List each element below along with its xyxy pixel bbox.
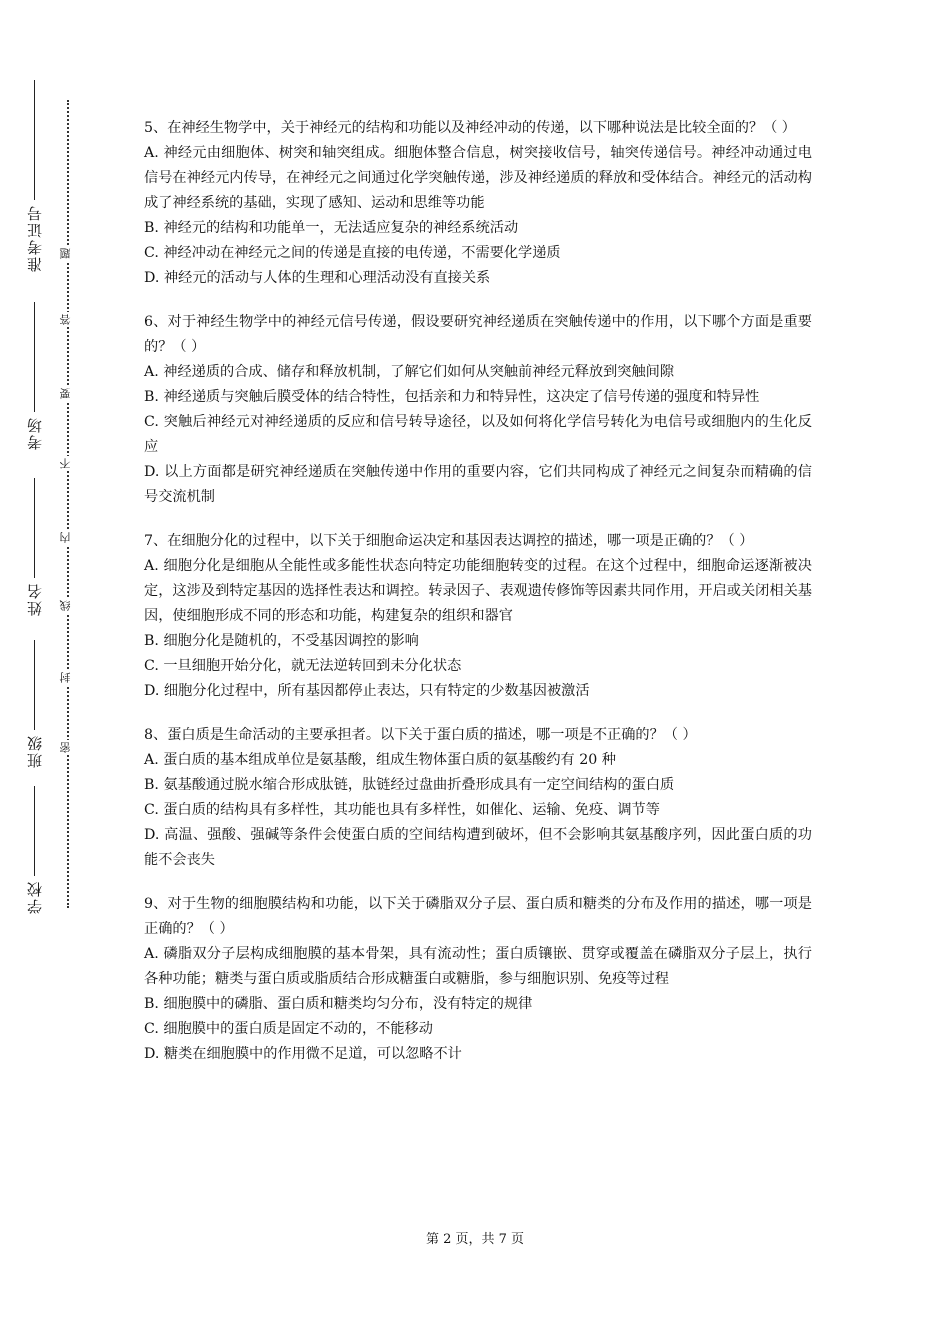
question-9 xyxy=(144,892,812,1067)
seal-char: 内 xyxy=(59,530,77,545)
option-c: C. 蛋白质的结构具有多样性，其功能也具有多样性，如催化、运输、免疫、调节等 xyxy=(144,802,660,818)
student-info-margin xyxy=(14,80,54,920)
exam-number-field xyxy=(14,80,54,276)
label-school: 学校 xyxy=(25,880,44,914)
question-stem: 8、蛋白质是生命活动的主要承担者。以下关于蛋白质的描述，哪一项是不正确的？（ ） xyxy=(144,727,697,743)
school-field xyxy=(14,786,54,918)
underline xyxy=(34,478,35,578)
option-a: A. 细胞分化是细胞从全能性或多能性状态向特定功能细胞转变的过程。在这个过程中，细胞命运逐渐被决定，这涉及到特定基因的选择性表达和调控。转录因子、表观遗传修饰等因素共同作用，开启或关闭相关基因，使细胞形成不同的形态和功能，构建复杂的组织和器官 xyxy=(144,558,812,624)
underline xyxy=(34,302,35,412)
seal-line xyxy=(60,100,76,908)
label-exam-number: 准考证号 xyxy=(25,204,44,272)
option-c: C. 细胞膜中的蛋白质是固定不动的，不能移动 xyxy=(144,1021,433,1037)
option-a: A. 磷脂双分子层构成细胞膜的基本骨架，具有流动性；蛋白质镶嵌、贯穿或覆盖在磷脂双分子层上，执行各种功能；糖类与蛋白质或脂质结合形成糖蛋白或糖脂，参与细胞识别、免疫等过程 xyxy=(144,946,812,987)
option-c: C. 一旦细胞开始分化，就无法逆转回到未分化状态 xyxy=(144,658,462,674)
seal-char: 密 xyxy=(59,740,77,755)
question-8 xyxy=(144,723,812,873)
question-list xyxy=(144,116,812,1086)
seal-char: 答 xyxy=(59,312,77,327)
option-b: B. 神经递质与突触后膜受体的结合特性，包括亲和力和特异性，这决定了信号传递的强度和特异性 xyxy=(144,389,760,405)
seal-char: 封 xyxy=(59,670,77,685)
option-d: D. 高温、强酸、强碱等条件会使蛋白质的空间结构遭到破坏，但不会影响其氨基酸序列，因此蛋白质的功能不会丧失 xyxy=(144,827,812,868)
question-6 xyxy=(144,310,812,510)
underline xyxy=(34,80,35,200)
option-d: D. 糖类在细胞膜中的作用微不足道，可以忽略不计 xyxy=(144,1046,462,1062)
seal-char: 要 xyxy=(59,386,77,401)
label-exam-room: 考场 xyxy=(25,416,44,450)
underline xyxy=(34,786,35,876)
exam-room-field xyxy=(14,302,54,454)
page-footer: 第 2 页，共 7 页 xyxy=(425,1232,525,1247)
question-stem: 5、在神经生物学中，关于神经元的结构和功能以及神经冲动的传递，以下哪种说法是比较全面的？（ ） xyxy=(144,120,796,136)
option-d: D. 以上方面都是研究神经递质在突触传递中作用的重要内容，它们共同构成了神经元之间复杂而精确的信号交流机制 xyxy=(144,464,812,505)
dotted-line xyxy=(67,100,69,908)
seal-char: 不 xyxy=(59,456,77,471)
seal-char: 题 xyxy=(59,246,77,261)
class-field xyxy=(14,640,54,772)
option-d: D. 细胞分化过程中，所有基因都停止表达，只有特定的少数基因被激活 xyxy=(144,683,590,699)
label-class: 班级 xyxy=(25,734,44,768)
option-b: B. 氨基酸通过脱水缩合形成肽链，肽链经过盘曲折叠形成具有一定空间结构的蛋白质 xyxy=(144,777,675,793)
underline xyxy=(34,640,35,730)
option-c: C. 突触后神经元对神经递质的反应和信号转导途径，以及如何将化学信号转化为电信号或细胞内的生化反应 xyxy=(144,414,812,455)
option-a: A. 神经元由细胞体、树突和轴突组成。细胞体整合信息，树突接收信号，轴突传递信号。神经冲动通过电信号在神经元内传导，在神经元之间通过化学突触传递，涉及神经递质的释放和受体结合。神经元的活动构成了神经系统的基础，实现了感知、运动和思维等功能 xyxy=(144,145,812,211)
question-stem: 6、对于神经生物学中的神经元信号传递，假设要研究神经递质在突触传递中的作用，以下哪个方面是重要的？（ ） xyxy=(144,314,812,355)
option-b: B. 细胞膜中的磷脂、蛋白质和糖类均匀分布，没有特定的规律 xyxy=(144,996,533,1012)
option-d: D. 神经元的活动与人体的生理和心理活动没有直接关系 xyxy=(144,270,491,286)
label-name: 姓名 xyxy=(25,582,44,616)
question-5 xyxy=(144,116,812,291)
question-stem: 9、对于生物的细胞膜结构和功能，以下关于磷脂双分子层、蛋白质和糖类的分布及作用的描述，哪一项是正确的？（ ） xyxy=(144,896,812,937)
option-a: A. 神经递质的合成、储存和释放机制，了解它们如何从突触前神经元释放到突触间隙 xyxy=(144,364,675,380)
name-field xyxy=(14,478,54,620)
option-b: B. 神经元的结构和功能单一，无法适应复杂的神经系统活动 xyxy=(144,220,519,236)
option-a: A. 蛋白质的基本组成单位是氨基酸，组成生物体蛋白质的氨基酸约有 20 种 xyxy=(144,752,616,768)
option-c: C. 神经冲动在神经元之间的传递是直接的电传递，不需要化学递质 xyxy=(144,245,561,261)
question-7 xyxy=(144,529,812,704)
option-b: B. 细胞分化是随机的，不受基因调控的影响 xyxy=(144,633,419,649)
question-stem: 7、在细胞分化的过程中，以下关于细胞命运决定和基因表达调控的描述，哪一项是正确的？（ ） xyxy=(144,533,754,549)
seal-char: 线 xyxy=(59,598,77,613)
